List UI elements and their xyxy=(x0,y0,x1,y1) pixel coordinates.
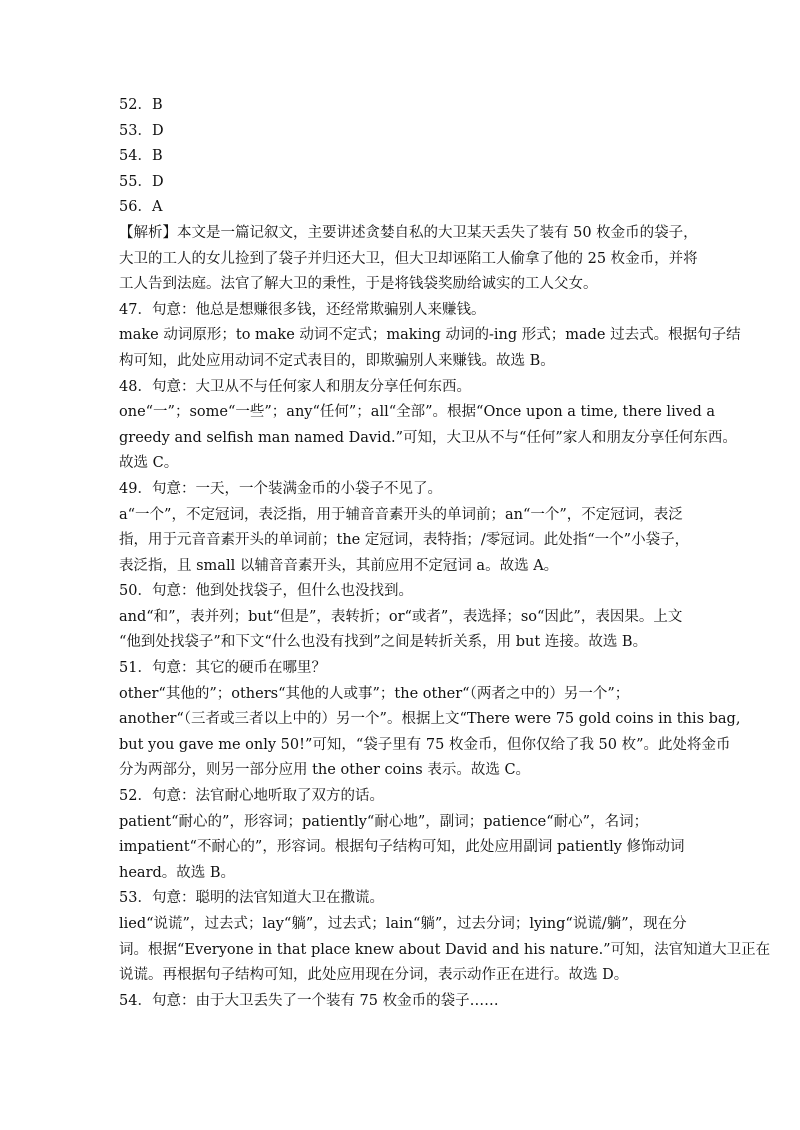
answer-item: 52．B xyxy=(119,97,163,113)
analysis-line: 说谎。再根据句子结构可知，此处应用现在分词，表示动作正在进行。故选 D。 xyxy=(119,967,629,984)
analysis-text xyxy=(119,221,771,1014)
analysis-line: patient“耐心的”，形容词；patiently“耐心地”，副词；patience“耐心”，名词； xyxy=(119,813,649,830)
analysis-line: other“其他的”；others“其他的人或事”；the other“（两者之中的）另一个”； xyxy=(119,685,630,702)
analysis-line: 47．句意：他总是想赚很多钱，还经常欺骗别人来赚钱。 xyxy=(119,301,486,318)
analysis-line: 48．句意：大卫从不与任何家人和朋友分享任何东西。 xyxy=(119,378,471,395)
answer-list xyxy=(119,93,690,221)
analysis-line: another“（三者或三者以上中的）另一个”。根据上文“There were 75 gold coins in this bag, xyxy=(119,711,741,728)
analysis-line: 50．句意：他到处找袋子，但什么也没找到。 xyxy=(119,583,413,600)
analysis-line: greedy and selfish man named David.”可知，大卫从不与“任何”家人和朋友分享任何东西。 xyxy=(119,429,737,446)
analysis-line: 工人告到法庭。法官了解大卫的秉性，于是将钱袋奖励给诚实的工人父女。 xyxy=(119,276,598,293)
analysis-line: 故选 C。 xyxy=(119,455,179,472)
analysis-line: one“一”；some“一些”；any“任何”；all“全部”。根据“Once upon a time, there lived a xyxy=(119,404,716,421)
analysis-line: impatient“不耐心的”，形容词。根据句子结构可知，此处应用副词 patiently 修饰动词 xyxy=(119,839,685,856)
analysis-line: but you gave me only 50!”可知，“袋子里有 75 枚金币，但你仅给了我 50 枚”。此处将金币 xyxy=(119,736,731,753)
analysis-line: 大卫的工人的女儿捡到了袋子并归还大卫，但大卫却诬陷工人偷拿了他的 25 枚金币，并将 xyxy=(119,250,698,267)
analysis-line: “他到处找袋子”和下文“什么也没有找到”之间是转折关系，用 but 连接。故选 B。 xyxy=(119,634,648,651)
analysis-line: 指，用于元音音素开头的单词前；the 定冠词，表特指；/零冠词。此处指“一个”小袋子， xyxy=(119,532,690,549)
analysis-line: 51．句意：其它的硬币在哪里？ xyxy=(119,660,326,677)
analysis-line: 分为两部分，则另一部分应用 the other coins 表示。故选 C。 xyxy=(119,762,531,779)
analysis-line: 52．句意：法官耐心地听取了双方的话。 xyxy=(119,788,384,805)
analysis-line: 表泛指，且 small 以辅音音素开头，其前应用不定冠词 a。故选 A。 xyxy=(119,557,559,574)
analysis-line: a“一个”，不定冠词，表泛指，用于辅音音素开头的单词前；an“一个”，不定冠词，表泛 xyxy=(119,506,683,523)
analysis-line: 53．句意：聪明的法官知道大卫在撒谎。 xyxy=(119,890,384,907)
analysis-line: heard。故选 B。 xyxy=(119,864,236,881)
analysis-line: lied“说谎”，过去式；lay“躺”，过去式；lain“躺”，过去分词；lying“说谎/躺”，现在分 xyxy=(119,916,687,932)
answer-item: 53．D xyxy=(119,122,164,139)
analysis-line: 49．句意：一天，一个装满金币的小袋子不见了。 xyxy=(119,480,442,497)
analysis-line: 54．句意：由于大卫丢失了一个装有 75 枚金币的袋子…… xyxy=(119,992,499,1009)
analysis-line: make 动词原形；to make 动词不定式；making 动词的-ing 形式；made 过去式。根据句子结 xyxy=(119,327,741,344)
answer-item: 54．B xyxy=(119,148,163,165)
analysis-line: 【解析】本文是一篇记叙文，主要讲述贪婪自私的大卫某天丢失了装有 50 枚金币的袋子， xyxy=(119,224,698,241)
analysis-line: 构可知，此处应用动词不定式表目的，即欺骗别人来赚钱。故选 B。 xyxy=(119,352,555,369)
answer-item: 56．A xyxy=(119,199,163,216)
analysis-line: 词。根据“Everyone in that place knew about David and his nature.”可知，法官知道大卫正在 xyxy=(119,941,771,958)
analysis-line: and“和”，表并列；but“但是”，表转折；or“或者”，表选择；so“因此”，表因果。上文 xyxy=(119,608,683,625)
answer-item: 55．D xyxy=(119,173,164,190)
